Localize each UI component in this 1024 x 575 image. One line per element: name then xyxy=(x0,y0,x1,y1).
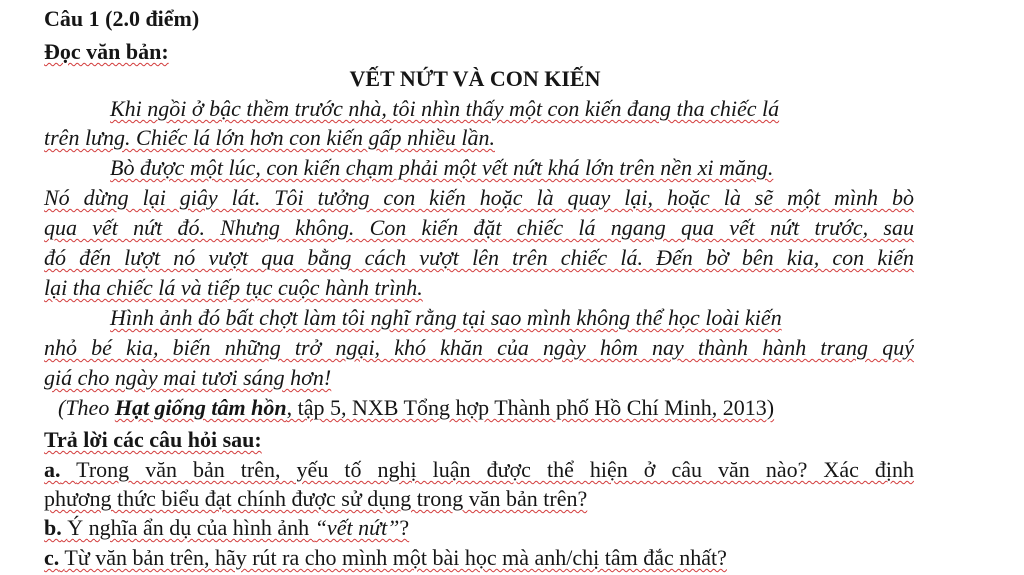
source-book-title: Hạt giống tâm hồn xyxy=(114,395,287,420)
passage-line: giá cho ngày mai tươi sáng hơn! xyxy=(44,365,332,390)
question-a-label: a. xyxy=(44,457,61,482)
passage-line: Bò được một lúc, con kiến chạm phải một vết nứt khá lớn trên nền xi măng. xyxy=(110,155,774,180)
question-b-quote: “vết nứt” xyxy=(314,515,400,540)
source-prefix: (Theo xyxy=(58,395,115,420)
question-heading: Câu 1 (2.0 điểm) xyxy=(44,6,200,31)
passage-line: lại tha chiếc lá và tiếp tục cuộc hành trình. xyxy=(44,275,423,300)
passage-line: qua vết nứt đó. Nhưng không. Con kiến đặt chiếc lá ngang qua vết nứt trước, sau xyxy=(44,215,914,240)
question-b-suffix: ? xyxy=(399,515,410,540)
source-suffix: , tập 5, NXB Tổng hợp Thành phố Hồ Chí Minh, 2013) xyxy=(286,395,775,420)
passage-line: đó đến lượt nó vượt qua bằng cách vượt lên trên chiếc lá. Đến bờ bên kia, con kiến xyxy=(44,245,914,270)
passage-line: Hình ảnh đó bất chợt làm tôi nghĩ rằng tại sao mình không thể học loài kiến xyxy=(110,305,782,330)
question-b-text: Ý nghĩa ẩn dụ của hình ảnh xyxy=(67,515,315,540)
question-a-line2: phương thức biểu đạt chính được sử dụng trong văn bản trên? xyxy=(44,486,588,511)
passage-line: Khi ngồi ở bậc thềm trước nhà, tôi nhìn thấy một con kiến đang tha chiếc lá xyxy=(110,96,780,121)
question-c-text: Từ văn bản trên, hãy rút ra cho mình một bài học mà anh/chị tâm đắc nhất? xyxy=(64,545,727,570)
question-c-label: c. xyxy=(44,545,60,570)
passage-title: VẾT NỨT VÀ CON KIẾN xyxy=(349,66,601,91)
questions-prompt: Trả lời các câu hỏi sau: xyxy=(44,427,262,452)
question-b-label: b. xyxy=(44,515,62,540)
passage-line: trên lưng. Chiếc lá lớn hơn con kiến gấp nhiều lần. xyxy=(44,125,495,150)
passage-source xyxy=(58,395,774,421)
question-a-text: Trong văn bản trên, yếu tố nghị luận được thể hiện ở câu văn nào? Xác định xyxy=(76,457,914,482)
passage-line: Nó dừng lại giây lát. Tôi tưởng con kiến hoặc là quay lại, hoặc là sẽ một mình bò xyxy=(44,185,914,210)
reading-instruction: Đọc văn bản: xyxy=(44,39,169,64)
question-c xyxy=(44,545,914,571)
question-a-line1 xyxy=(44,457,914,483)
passage-line: nhỏ bé kia, biến những trở ngại, khó khăn của ngày hôm nay thành hành trang quý xyxy=(44,335,914,360)
question-b xyxy=(44,515,914,541)
